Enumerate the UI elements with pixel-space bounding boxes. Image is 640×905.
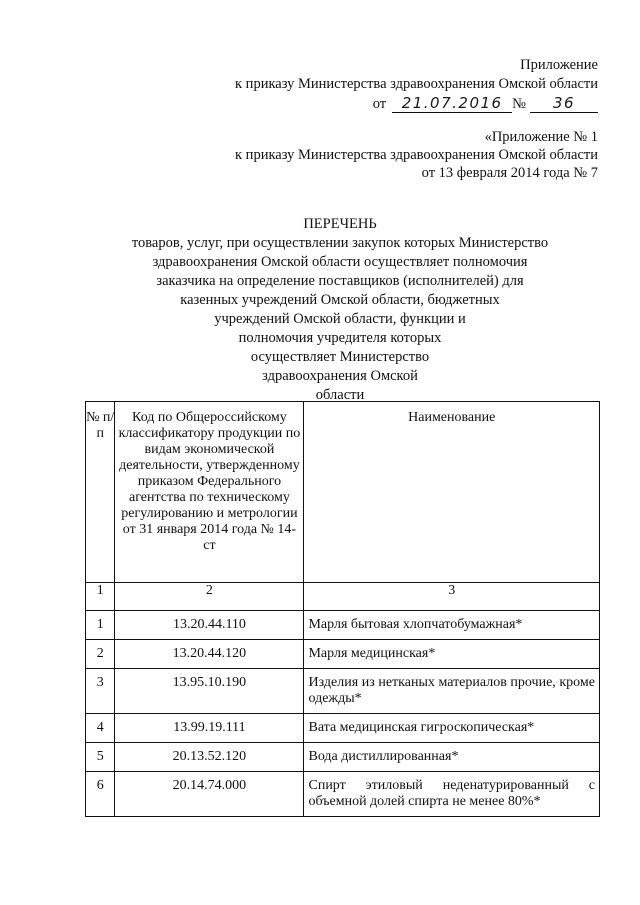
- title-line: учреждений Омской области, функции и: [214, 311, 466, 327]
- quoted-appendix-label: «Приложение № 1: [484, 129, 598, 145]
- quoted-order-date: от 13 февраля 2014 года № 7: [421, 165, 598, 181]
- row-code: 13.20.44.120: [115, 640, 304, 669]
- row-number: 3: [86, 669, 115, 714]
- row-name: Изделия из нетканых материалов прочие, кроме одежды*: [304, 669, 600, 714]
- column-number: 1: [86, 583, 115, 611]
- handwritten-date: 21.07.2016: [392, 94, 512, 113]
- row-code: 13.20.44.110: [115, 611, 304, 640]
- row-number: 5: [86, 743, 115, 772]
- row-number: 2: [86, 640, 115, 669]
- row-code: 13.99.19.111: [115, 714, 304, 743]
- document-title: [90, 215, 590, 405]
- row-number: 4: [86, 714, 115, 743]
- from-label: от: [372, 96, 387, 112]
- handwritten-number: 36: [530, 94, 598, 113]
- title-line: казенных учреждений Омской области, бюджетных: [180, 292, 500, 308]
- column-number: 3: [304, 583, 600, 611]
- order-date-number-line: [373, 94, 598, 113]
- header-name: Наименование: [304, 402, 600, 583]
- table-row: [86, 669, 600, 714]
- quoted-order-reference: к приказу Министерства здравоохранения Омской области: [235, 147, 598, 163]
- row-code: 13.95.10.190: [115, 669, 304, 714]
- table-row: [86, 640, 600, 669]
- title-line: осуществляет Министерство: [250, 349, 430, 365]
- column-number: 2: [115, 583, 304, 611]
- row-name: Марля бытовая хлопчатобумажная*: [304, 611, 600, 640]
- number-label: №: [512, 96, 526, 112]
- header-number: № п/п: [86, 402, 115, 583]
- table-row: [86, 772, 600, 817]
- table-row: [86, 743, 600, 772]
- row-code: 20.13.52.120: [115, 743, 304, 772]
- products-table: [85, 401, 600, 817]
- row-name: Марля медицинская*: [304, 640, 600, 669]
- title-line: области: [315, 387, 365, 403]
- table-row: [86, 714, 600, 743]
- order-reference: к приказу Министерства здравоохранения Омской области: [235, 76, 598, 92]
- title-line: заказчика на определение поставщиков (исполнителей) для: [156, 273, 524, 289]
- title-line: товаров, услуг, при осуществлении закупок которых Министерство: [131, 235, 549, 251]
- table-row: [86, 611, 600, 640]
- header-code: Код по Общероссийскому классификатору продукции по видам экономической деятельности, утвержденному приказом Федерального агентства по техническому регулированию и метрологии от 31 января 2014 года № 14-ст: [115, 402, 304, 583]
- row-name: Спирт этиловый неденатурированный с объемной долей спирта не менее 80%*: [304, 772, 600, 817]
- row-number: 6: [86, 772, 115, 817]
- appendix-label: Приложение: [520, 57, 598, 73]
- column-number-row: [86, 583, 600, 611]
- title-heading: ПЕРЕЧЕНЬ: [303, 216, 377, 232]
- title-line: здравоохранения Омской: [262, 368, 418, 384]
- row-name: Вата медицинская гигроскопическая*: [304, 714, 600, 743]
- row-code: 20.14.74.000: [115, 772, 304, 817]
- row-name: Вода дистиллированная*: [304, 743, 600, 772]
- table-header-row: [86, 402, 600, 583]
- title-line: полномочия учредителя которых: [238, 330, 442, 346]
- row-number: 1: [86, 611, 115, 640]
- title-line: здравоохранения Омской области осуществляет полномочия: [152, 254, 528, 270]
